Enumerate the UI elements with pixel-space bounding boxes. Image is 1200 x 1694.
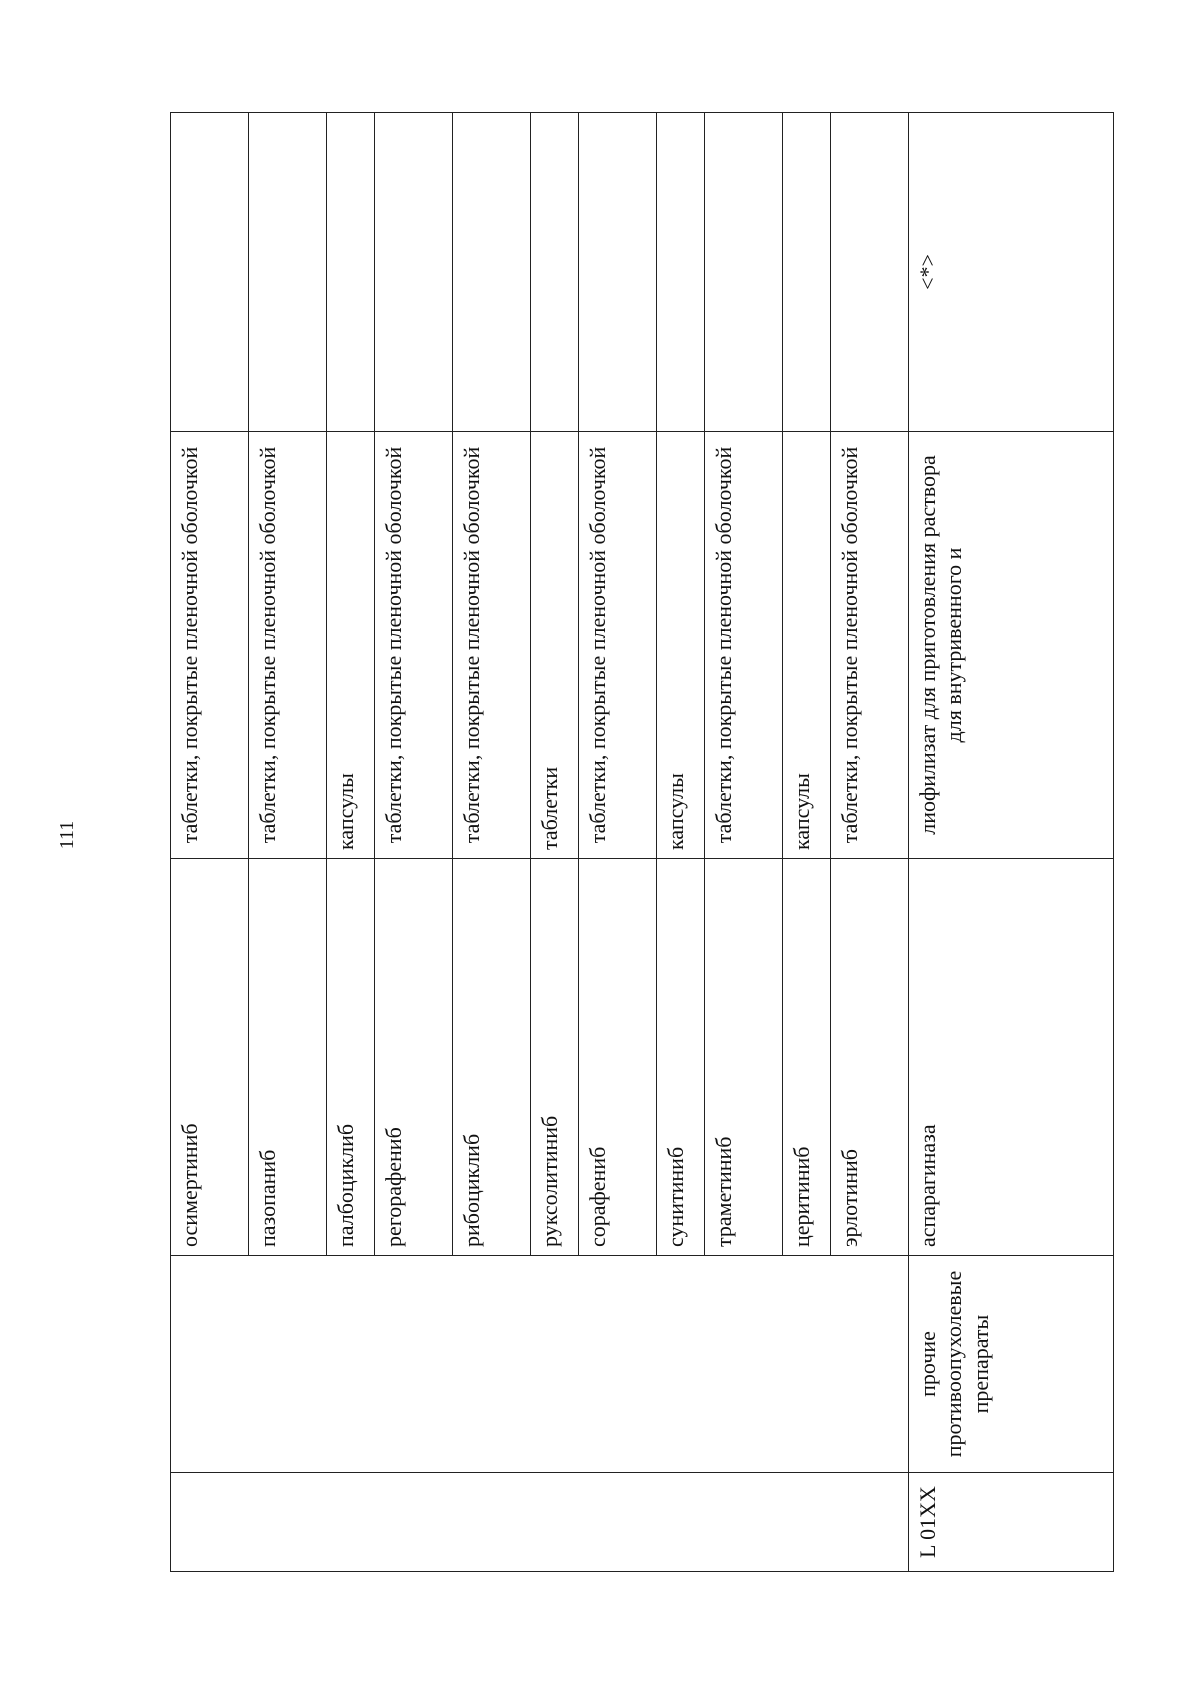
dosage-form-cell: таблетки — [531, 432, 579, 859]
dosage-form-cell: капсулы — [657, 432, 705, 859]
page-number: 111 — [55, 820, 78, 850]
drug-name-cell: эрлотиниб — [831, 859, 909, 1256]
note-cell — [657, 113, 705, 432]
note-cell — [327, 113, 375, 432]
dosage-form-cell: таблетки, покрытые пленочной оболочкой — [579, 432, 657, 859]
drug-name-cell: сунитиниб — [657, 859, 705, 1256]
dosage-form-cell: лиофилизат для приготовления раствора для внутривенного и — [909, 432, 1114, 859]
drug-name-cell: аспарагиназа — [909, 859, 1114, 1256]
note-cell — [831, 113, 909, 432]
table-row — [909, 113, 1114, 1572]
drug-name-cell: осимертиниб — [171, 859, 249, 1256]
dosage-form-cell: таблетки, покрытые пленочной оболочкой — [453, 432, 531, 859]
drug-table — [170, 112, 1114, 1572]
dosage-form-cell: таблетки, покрытые пленочной оболочкой — [249, 432, 327, 859]
drug-name-cell: палбоциклиб — [327, 859, 375, 1256]
drug-name-cell: регорафениб — [375, 859, 453, 1256]
drug-name-cell: пазопаниб — [249, 859, 327, 1256]
note-cell — [171, 113, 249, 432]
drug-name-cell: церитиниб — [783, 859, 831, 1256]
group-cell: прочие противоопухолевые препараты — [909, 1256, 1114, 1473]
note-cell — [375, 113, 453, 432]
dosage-form-cell: таблетки, покрытые пленочной оболочкой — [705, 432, 783, 859]
table-row — [171, 113, 249, 1572]
dosage-form-cell: таблетки, покрытые пленочной оболочкой — [375, 432, 453, 859]
dosage-form-cell: капсулы — [327, 432, 375, 859]
drug-name-cell: рибоциклиб — [453, 859, 531, 1256]
drug-name-cell: руксолитиниб — [531, 859, 579, 1256]
dosage-form-cell: таблетки, покрытые пленочной оболочкой — [831, 432, 909, 859]
table-container — [170, 112, 1114, 1572]
note-cell — [453, 113, 531, 432]
note-cell — [531, 113, 579, 432]
note-cell — [705, 113, 783, 432]
drug-name-cell: траметиниб — [705, 859, 783, 1256]
atc-code-cell: L 01XX — [909, 1473, 1114, 1572]
note-cell — [249, 113, 327, 432]
group-cell — [171, 1256, 909, 1473]
dosage-form-cell: таблетки, покрытые пленочной оболочкой — [171, 432, 249, 859]
note-cell — [783, 113, 831, 432]
note-cell — [579, 113, 657, 432]
dosage-form-cell: капсулы — [783, 432, 831, 859]
drug-name-cell: сорафениб — [579, 859, 657, 1256]
note-cell: <*> — [909, 113, 1114, 432]
code-cell — [171, 1473, 909, 1572]
